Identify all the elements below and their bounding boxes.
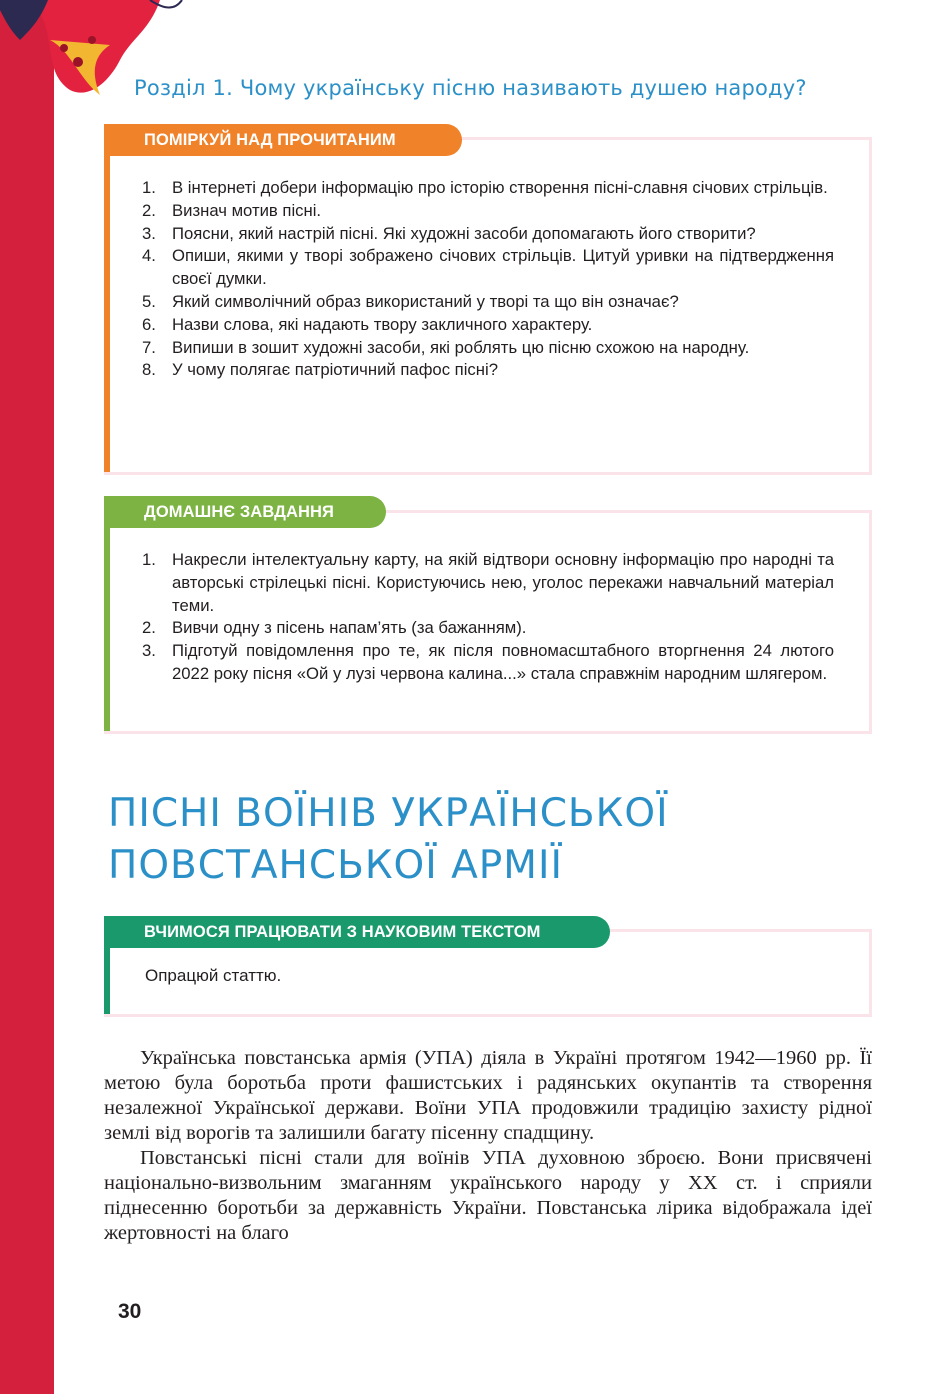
homework-heading: ДОМАШНЄ ЗАВДАННЯ <box>104 496 386 528</box>
reflect-task-list <box>142 177 834 382</box>
list-item: 2. Вивчи одну з пісень напам’ять (за бажанням). <box>142 618 527 638</box>
section-title-line-1: ПІСНІ ВОЇНІВ УКРАЇНСЬКОЇ <box>108 791 669 836</box>
reflect-box-accent <box>104 140 110 472</box>
section-title <box>108 788 669 892</box>
list-item: 4. Опиши, якими у творі зображено січових стрільців. Цитуй уривки на підтвердження своєї думки. <box>142 246 834 289</box>
homework-task-list <box>142 549 834 686</box>
list-item: 3. Поясни, який настрій пісні. Які художні засоби допомагають його створити? <box>142 223 756 243</box>
reflect-heading: ПОМІРКУЙ НАД ПРОЧИТАНИМ <box>104 124 462 156</box>
homework-box-accent <box>104 513 110 731</box>
list-item: 7. Випиши в зошит художні засоби, які роблять цю пісню схожою на народну. <box>142 337 750 357</box>
list-item: 8. У чому полягає патріотичний пафос пісні? <box>142 360 498 380</box>
list-item: 3. Підготуй повідомлення про те, як після повномасштабного вторгнення 24 лютого 2022 року пісня «Ой у лузі червона калина...» стала справжнім народним шлягером. <box>142 641 834 683</box>
paragraph: Повстанські пісні стали для воїнів УПА духовною зброєю. Вони присвячені національно-визвольним змаганням українського народу у XX ст. і сприяли піднесенню боротьби за державність України. Повстанська лірика відображала ідеї жертовності на благо <box>104 1147 872 1244</box>
study-heading: ВЧИМОСЯ ПРАЦЮВАТИ З НАУКОВИМ ТЕКСТОМ <box>104 916 610 948</box>
paragraph: Українська повстанська армія (УПА) діяла в Україні протягом 1942—1960 рр. Її метою була боротьба проти фашистських і радянських окупантів та створення незалежної Української держави. Воїни УПА продовжили традицію захисту рідної землі від ворогів та залишили багату пісенну спадщину. <box>104 1047 872 1144</box>
list-item: 1. Накресли інтелектуальну карту, на якій відтвори основну інформацію про народні та авторські стрілецькі пісні. Користуючись нею, уголос перекажи навчальний матеріал теми. <box>142 550 834 615</box>
list-item: 6. Назви слова, які надають твору закличного характеру. <box>142 314 593 334</box>
page-number: 30 <box>118 1300 142 1323</box>
study-task: Опрацюй статтю. <box>145 966 282 985</box>
article-text <box>104 1046 872 1246</box>
list-item: 5. Який символічний образ використаний у творі та що він означає? <box>142 291 679 311</box>
list-item: 1. В інтернеті добери інформацію про історію створення пісні-славня січових стрільців. <box>142 178 828 197</box>
section-title-line-2: ПОВСТАНСЬКОЇ АРМІЇ <box>108 843 563 888</box>
page-side-band <box>0 0 54 1394</box>
list-item: 2. Визнач мотив пісні. <box>142 200 322 220</box>
chapter-title: Розділ 1. Чому українську пісню називають душею народу? <box>134 76 807 100</box>
